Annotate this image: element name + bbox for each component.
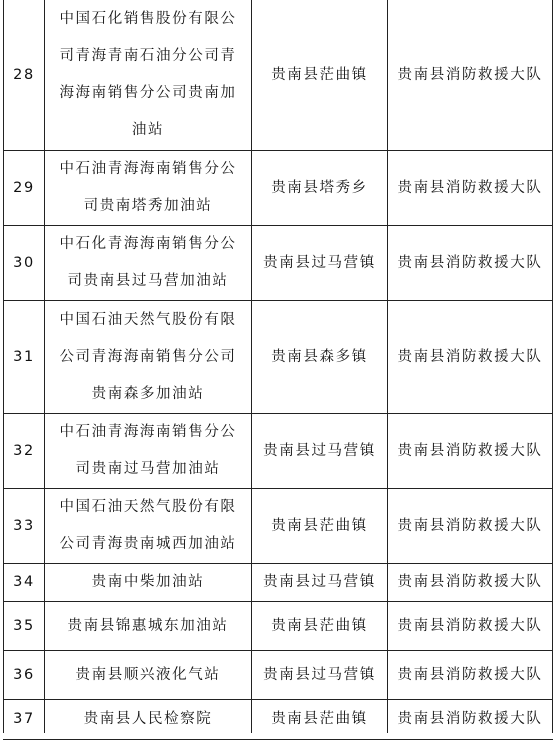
unit-name-line: 油站	[131, 122, 165, 138]
unit-name-cell	[45, 489, 252, 564]
table-row	[4, 564, 553, 602]
town-cell: 贵南县茫曲镇	[252, 700, 388, 740]
unit-name-line: 中石油青海海南销售分公	[59, 161, 237, 177]
row-number-cell: 29	[4, 151, 45, 226]
unit-name-line: 司青海青南石油分公司青	[59, 48, 237, 64]
unit-name-cell	[45, 602, 252, 651]
town-cell: 贵南县森多镇	[252, 301, 388, 414]
town-cell: 贵南县过马营镇	[252, 226, 388, 301]
unit-name-line: 中国石化销售股份有限公	[59, 11, 237, 27]
unit-name-line: 贵南中柴加油站	[91, 574, 205, 590]
unit-name-cell	[45, 226, 252, 301]
table-row	[4, 489, 553, 564]
table-row	[4, 301, 553, 414]
table-row	[4, 602, 553, 651]
fire-brigade-cell: 贵南县消防救援大队	[388, 301, 553, 414]
town-cell: 贵南县茫曲镇	[252, 602, 388, 651]
unit-name-cell	[45, 414, 252, 489]
unit-name-line: 贵南县人民检察院	[83, 711, 213, 727]
fire-brigade-cell: 贵南县消防救援大队	[388, 651, 553, 700]
row-number-cell: 30	[4, 226, 45, 301]
unit-name-cell	[45, 151, 252, 226]
fire-brigade-cell: 贵南县消防救援大队	[388, 0, 553, 151]
table-row	[4, 226, 553, 301]
row-number-cell: 31	[4, 301, 45, 414]
unit-name-cell	[45, 651, 252, 700]
table-row	[4, 0, 553, 151]
unit-name-line: 中石油青海海南销售分公	[59, 424, 237, 440]
unit-name-line: 司贵南过马营加油站	[75, 461, 221, 477]
town-cell: 贵南县茫曲镇	[252, 0, 388, 151]
fire-brigade-cell: 贵南县消防救援大队	[388, 151, 553, 226]
unit-name-line: 公司青海贵南城西加油站	[59, 536, 237, 552]
table-row	[4, 414, 553, 489]
town-cell: 贵南县茫曲镇	[252, 489, 388, 564]
town-cell: 贵南县过马营镇	[252, 414, 388, 489]
fire-brigade-cell: 贵南县消防救援大队	[388, 602, 553, 651]
unit-name-line: 司贵南县过马营加油站	[67, 273, 229, 289]
table-row	[4, 651, 553, 700]
fire-brigade-cell: 贵南县消防救援大队	[388, 226, 553, 301]
fire-brigade-cell: 贵南县消防救援大队	[388, 414, 553, 489]
unit-name-line: 贵南县顺兴液化气站	[75, 666, 221, 683]
row-number-cell: 33	[4, 489, 45, 564]
row-number-cell: 35	[4, 602, 45, 651]
unit-name-cell	[45, 301, 252, 414]
unit-name-cell	[45, 564, 252, 602]
fire-units-table	[3, 0, 553, 740]
table-row	[4, 151, 553, 226]
row-number-cell: 32	[4, 414, 45, 489]
row-number-cell: 28	[4, 0, 45, 151]
fire-brigade-cell: 贵南县消防救援大队	[388, 700, 553, 740]
unit-name-line: 贵南县锦惠城东加油站	[67, 617, 229, 634]
unit-name-line: 中国石油天然气股份有限	[59, 499, 237, 515]
row-number-cell: 37	[4, 700, 45, 740]
unit-name-line: 中石化青海海南销售分公	[59, 236, 237, 252]
unit-name-line: 公司青海海南销售分公司	[59, 348, 237, 365]
town-cell: 贵南县过马营镇	[252, 564, 388, 602]
table-body	[4, 0, 553, 740]
page-bottom-margin	[0, 733, 554, 739]
fire-brigade-cell: 贵南县消防救援大队	[388, 489, 553, 564]
town-cell: 贵南县塔秀乡	[252, 151, 388, 226]
unit-name-cell	[45, 0, 252, 151]
row-number-cell: 34	[4, 564, 45, 602]
town-cell: 贵南县过马营镇	[252, 651, 388, 700]
unit-name-line: 中国石油天然气股份有限	[59, 311, 237, 328]
unit-name-line: 贵南森多加油站	[91, 385, 205, 402]
unit-name-line: 司贵南塔秀加油站	[83, 198, 213, 214]
row-number-cell: 36	[4, 651, 45, 700]
fire-brigade-cell: 贵南县消防救援大队	[388, 564, 553, 602]
unit-name-line: 海海南销售分公司贵南加	[59, 85, 237, 101]
